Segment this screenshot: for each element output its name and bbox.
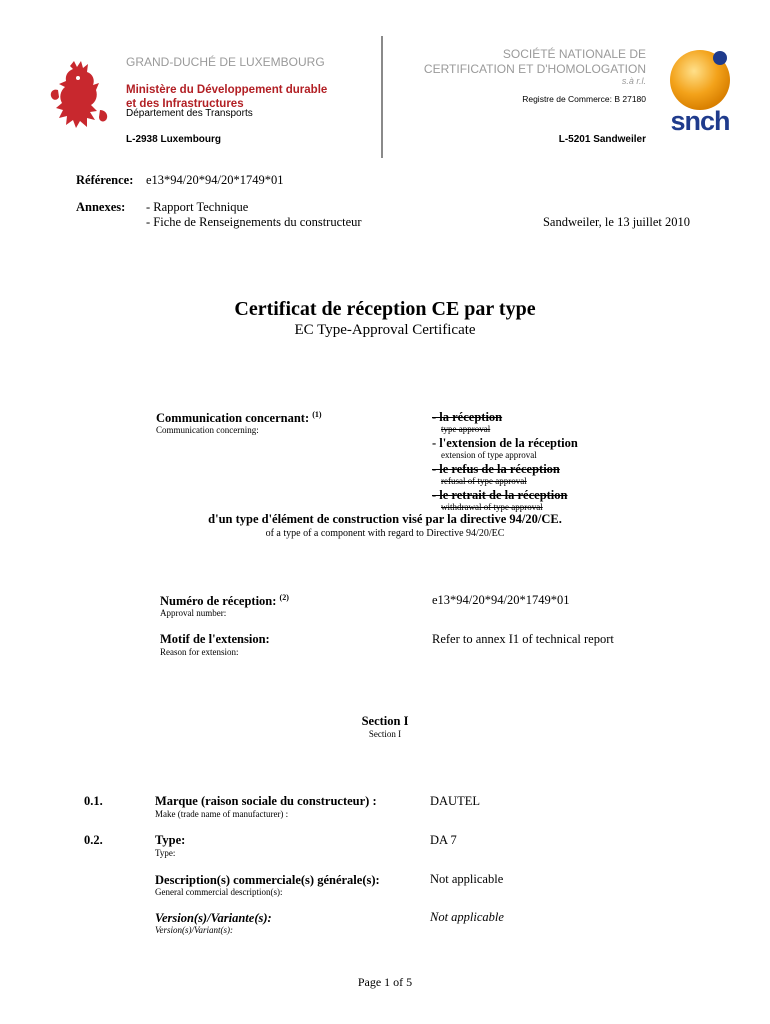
component-statement-en: of a type of a component with regard to Directive 94/20/EC	[265, 528, 505, 539]
registry-number: Registre de Commerce: B 27180	[522, 94, 646, 104]
country-name: GRAND-DUCHÉ DE LUXEMBOURG	[126, 55, 325, 69]
section-subtitle: Section I	[368, 729, 402, 739]
section-title: Section I	[361, 714, 409, 728]
item-number: 0.2.	[84, 833, 103, 847]
approval-number-value: e13*94/20*94/20*1749*01	[432, 593, 570, 607]
annex-item: - Rapport Technique	[146, 200, 249, 214]
item-value: DAUTEL	[430, 794, 480, 808]
item-value: Not applicable	[430, 910, 504, 924]
item-label-en: Make (trade name of manufacturer) :	[155, 809, 289, 819]
footnote-marker: (1)	[312, 410, 322, 419]
footnote-marker: (2)	[279, 593, 289, 602]
logo-text: snch	[670, 106, 730, 136]
item-value: Not applicable	[430, 872, 504, 886]
option-withdrawal-en: withdrawal of type approval	[441, 502, 543, 512]
communication-options	[432, 410, 578, 513]
page-title: Certificat de réception CE par type	[234, 298, 536, 320]
lion-emblem-icon	[48, 60, 114, 134]
ministry-line-1: Ministère du Développement durable	[126, 84, 328, 96]
item-value: DA 7	[430, 833, 457, 847]
option-withdrawal: - le retrait de la réception	[432, 488, 568, 502]
annex-item: - Fiche de Renseignements du constructeur	[146, 215, 362, 229]
right-address: L-5201 Sandweiler	[558, 134, 646, 145]
item-label-en: Type:	[155, 848, 176, 858]
communication-label-text: Communication concernant:	[156, 411, 310, 426]
page-number: Page 1 of 5	[357, 975, 413, 989]
annexes-label: Annexes:	[76, 200, 126, 214]
snch-logo	[662, 46, 738, 136]
item-label: Description(s) commerciale(s) générale(s):	[155, 873, 380, 887]
component-statement: d'un type d'élément de construction visé par la directive 94/20/CE.	[208, 512, 562, 526]
page-subtitle: EC Type-Approval Certificate	[294, 322, 476, 338]
company-line-2: CERTIFICATION ET D'HOMOLOGATION	[423, 62, 646, 76]
item-label: Version(s)/Variante(s):	[155, 911, 272, 925]
annexes-list	[146, 200, 362, 230]
company-line-1: SOCIÉTÉ NATIONALE DE	[502, 47, 646, 61]
company-form: s.à r.l.	[621, 76, 646, 86]
communication-label	[156, 410, 322, 426]
ministry-line-2: et des Infrastructures	[126, 98, 244, 110]
option-reception: - la réception	[432, 410, 503, 424]
approval-number-label-en: Approval number:	[160, 608, 227, 618]
ministry-name	[126, 83, 327, 111]
approval-number-label-text: Numéro de réception:	[160, 594, 277, 609]
extension-reason-label: Motif de l'extension:	[160, 632, 270, 646]
option-extension-en: extension of type approval	[441, 450, 537, 460]
company-name	[386, 47, 646, 77]
reference-label: Référence:	[76, 173, 134, 187]
option-refusal: - le refus de la réception	[432, 462, 560, 476]
place-date: Sandweiler, le 13 juillet 2010	[542, 215, 690, 229]
option-extension: - l'extension de la réception	[432, 436, 578, 450]
reference-value: e13*94/20*94/20*1749*01	[146, 173, 284, 187]
extension-reason-label-en: Reason for extension:	[160, 647, 239, 657]
item-label-en: General commercial description(s):	[155, 887, 283, 897]
left-address: L-2938 Luxembourg	[126, 134, 222, 145]
header-divider	[381, 36, 383, 158]
option-refusal-en: refusal of type approval	[441, 476, 527, 486]
approval-number-label	[160, 593, 289, 609]
item-number: 0.1.	[84, 794, 103, 808]
option-reception-en: type approval	[441, 424, 491, 434]
item-label: Type:	[155, 833, 186, 847]
department-name: Département des Transports	[126, 108, 253, 119]
communication-label-en: Communication concerning:	[156, 425, 259, 435]
extension-reason-value: Refer to annex I1 of technical report	[432, 632, 614, 646]
item-label-en: Version(s)/Variant(s):	[155, 925, 233, 935]
item-label: Marque (raison sociale du constructeur) :	[155, 794, 377, 808]
